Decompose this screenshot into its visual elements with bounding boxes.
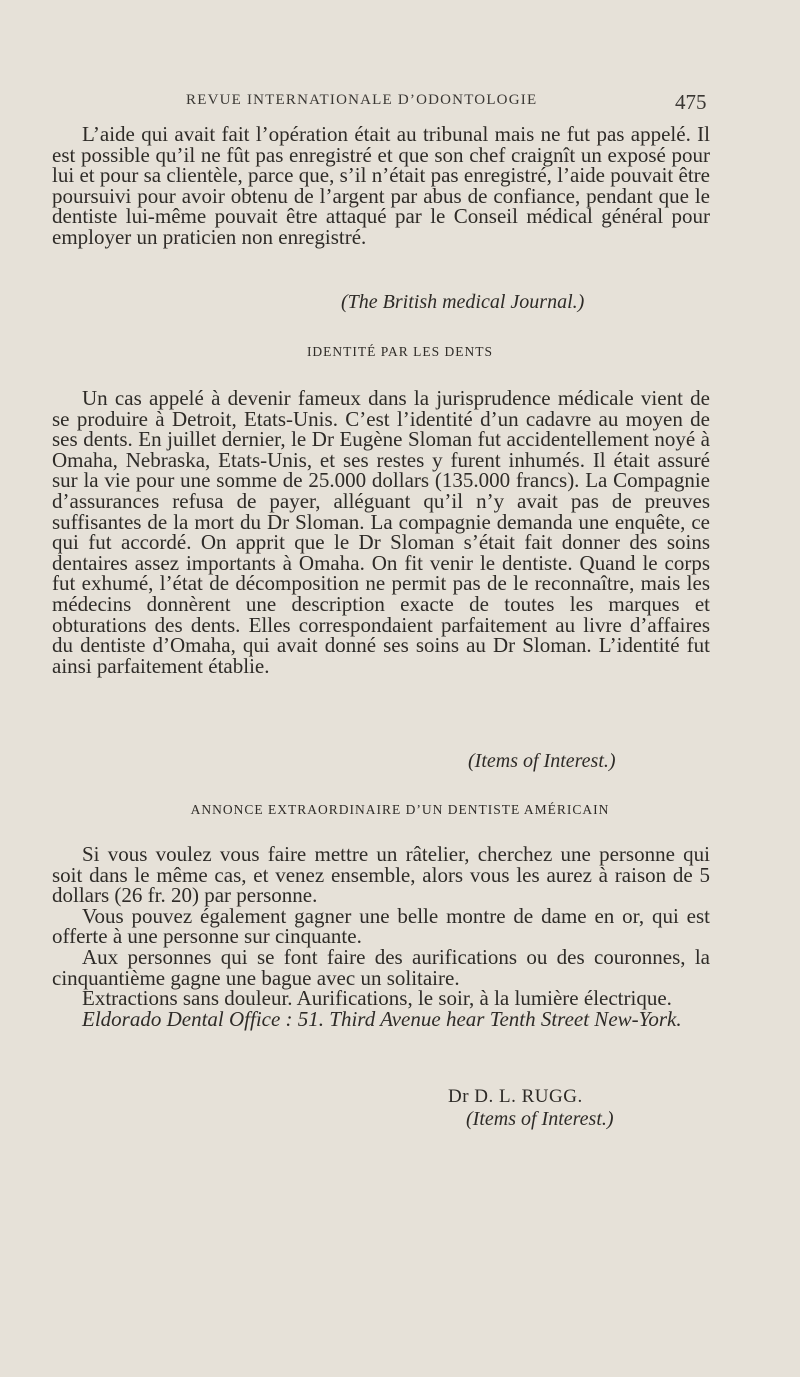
section-1-paragraph: L’aide qui avait fait l’opération était au tribunal mais ne fut pas appelé. Il est possible qu’il ne fût pas enregistré et que son chef craignît un exposé pour lui et pour sa clientèle, parce que, s’il n’était pas enregistré, l’aide pouvait être poursuivi pour avoir obtenu de l’argent par abus de confiance, pendant que le dentiste lui-même pouvait être attaqué par le Conseil médical général pour employer un praticien non enregistré. — [52, 122, 710, 249]
section-3-source: (Items of Interest.) — [466, 1108, 614, 1130]
page-header — [0, 92, 800, 116]
ad-paragraph-4: Extractions sans douleur. Aurifications, le soir, à la lumière électrique. — [82, 986, 672, 1011]
ad-paragraph-2: Vous pouvez également gagner une belle montre de dame en or, qui est offerte à une personne sur cinquante. — [52, 903, 710, 949]
page-number: 475 — [675, 90, 707, 114]
ad-signature: Dr D. L. RUGG. — [448, 1086, 583, 1107]
ad-paragraph-1: Si vous voulez vous faire mettre un râtelier, cherchez une personne qui soit dans le même cas, et venez ensemble, alors vous les aurez à raison de 5 dollars (26 fr. 20) par personne. — [52, 842, 710, 908]
section-2-paragraph: Un cas appelé à devenir fameux dans la jurisprudence médicale vient de se produire à Detroit, Etats-Unis. C’est l’identité d’un cadavre au moyen de ses dents. En juillet dernier, le Dr Eugène Sloman fut accidentellement noyé à Omaha, Nebraska, Etats-Unis, et ses restes y furent inhumés. Il était assuré sur la vie pour une somme de 25.000 dollars (135.000 francs). La Compagnie d’assurances refusa de payer, alléguant qu’il n’y avait pas de preuves suffisantes de la mort du Dr Sloman. La compagnie demanda une enquête, ce qui fut accordé. On apprit que le Dr Sloman s’était fait donner des soins dentaires assez importants à Omaha. On fit venir le dentiste. Quand le corps fut exhumé, l’état de décomposition ne permit pas de le reconnaître, mais les médecins donnèrent une description exacte de toutes les marques et obturations des dents. Elles correspondaient parfaitement au livre d’affaires du dentiste d’Omaha, qui avait donné ses soins au Dr Sloman. L’identité fut ainsi parfaitement établie. — [52, 386, 710, 678]
section-3-text — [52, 844, 710, 1029]
ad-address: Eldorado Dental Office : 51. Third Avenue hear Tenth Street New-York. — [82, 1006, 682, 1031]
section-1-source: (The British medical Journal.) — [341, 291, 585, 313]
section-2-heading: IDENTITÉ PAR LES DENTS — [306, 344, 494, 359]
ad-paragraph-3: Aux personnes qui se font faire des aurifications ou des couronnes, la cinquantième gagne une bague avec un solitaire. — [52, 944, 710, 990]
section-3-heading: ANNONCE EXTRAORDINAIRE D’UN DENTISTE AMÉRICAIN — [190, 802, 610, 817]
section-2-source: (Items of Interest.) — [468, 750, 616, 772]
running-title: REVUE INTERNATIONALE D’ODONTOLOGIE — [186, 92, 538, 108]
section-1-text — [52, 124, 710, 248]
section-2-text — [52, 388, 710, 676]
